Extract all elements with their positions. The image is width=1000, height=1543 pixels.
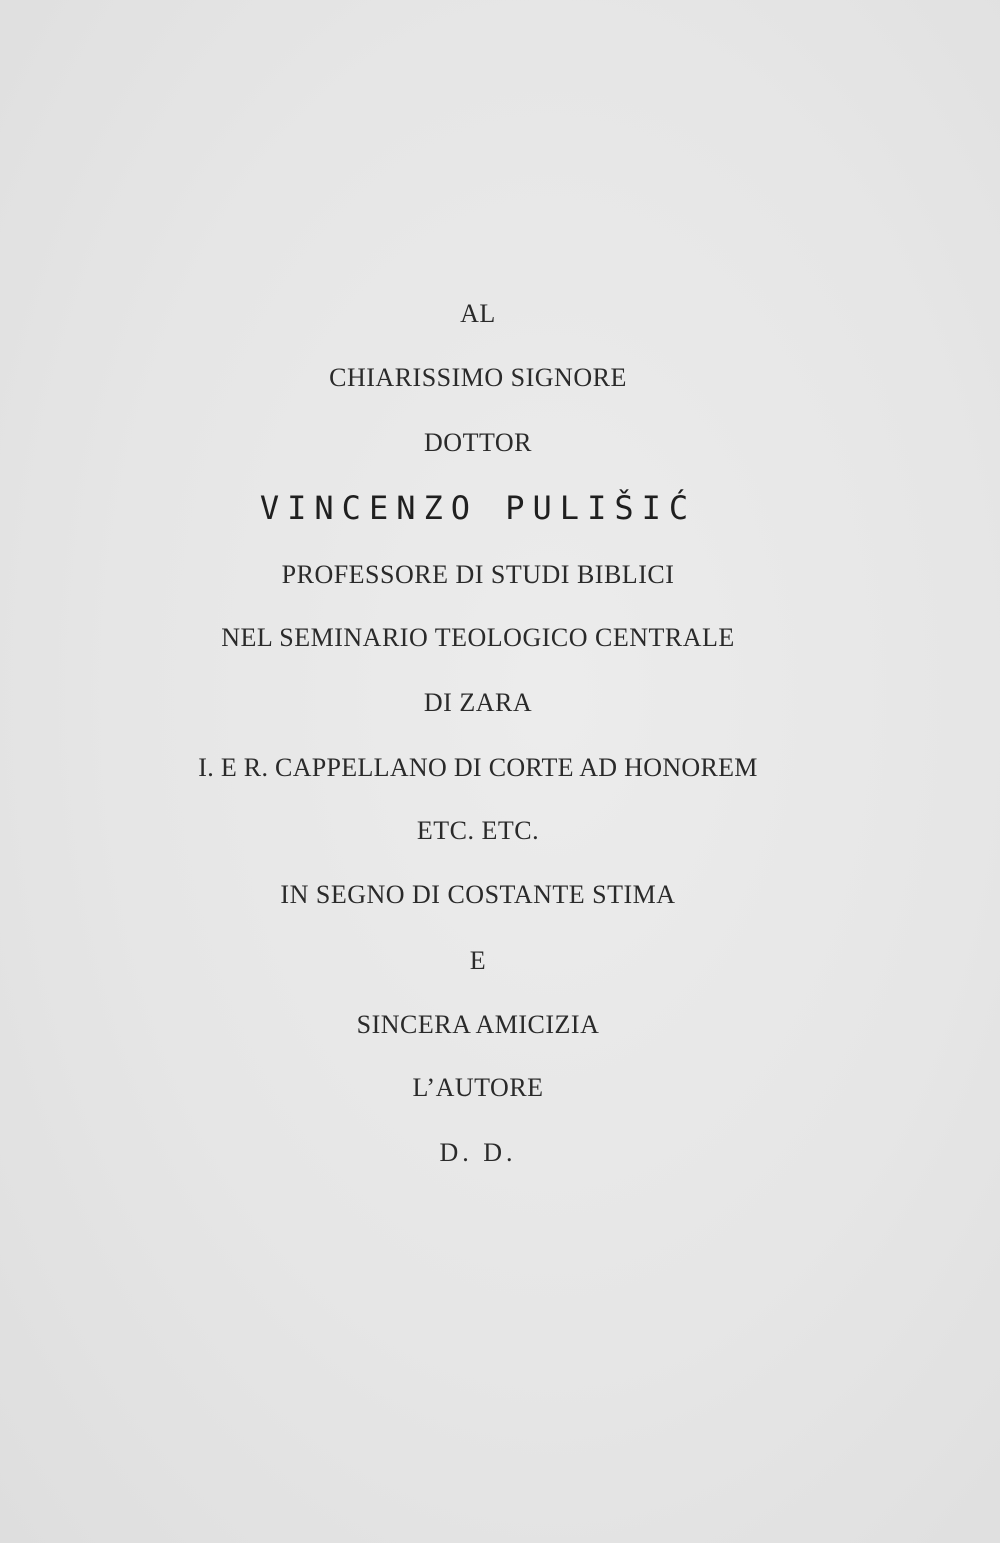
dedication-al: AL bbox=[460, 299, 496, 328]
position-line-3: DI ZARA bbox=[423, 688, 533, 717]
position-line-5: ETC. ETC. bbox=[416, 816, 540, 845]
position-line-1: PROFESSORE DI STUDI BIBLICI bbox=[281, 560, 675, 589]
sentiment-line-3: SINCERA AMICIZIA bbox=[356, 1010, 600, 1039]
position-line-4: I. E R. CAPPELLANO DI CORTE AD HONOREM bbox=[198, 753, 758, 782]
position-line-2: NEL SEMINARIO TEOLOGICO CENTRALE bbox=[221, 623, 735, 652]
author-line: L’AUTORE bbox=[412, 1073, 544, 1102]
dedication-degree: DOTTOR bbox=[424, 428, 532, 457]
sentiment-line-2: E bbox=[469, 946, 487, 975]
sentiment-line-1: IN SEGNO DI COSTANTE STIMA bbox=[280, 880, 676, 909]
dedicatee-name: VINCENZO PULIŠIĆ bbox=[259, 489, 697, 527]
closing-line: D. D. bbox=[439, 1138, 517, 1167]
dedication-title: CHIARISSIMO SIGNORE bbox=[329, 363, 627, 392]
